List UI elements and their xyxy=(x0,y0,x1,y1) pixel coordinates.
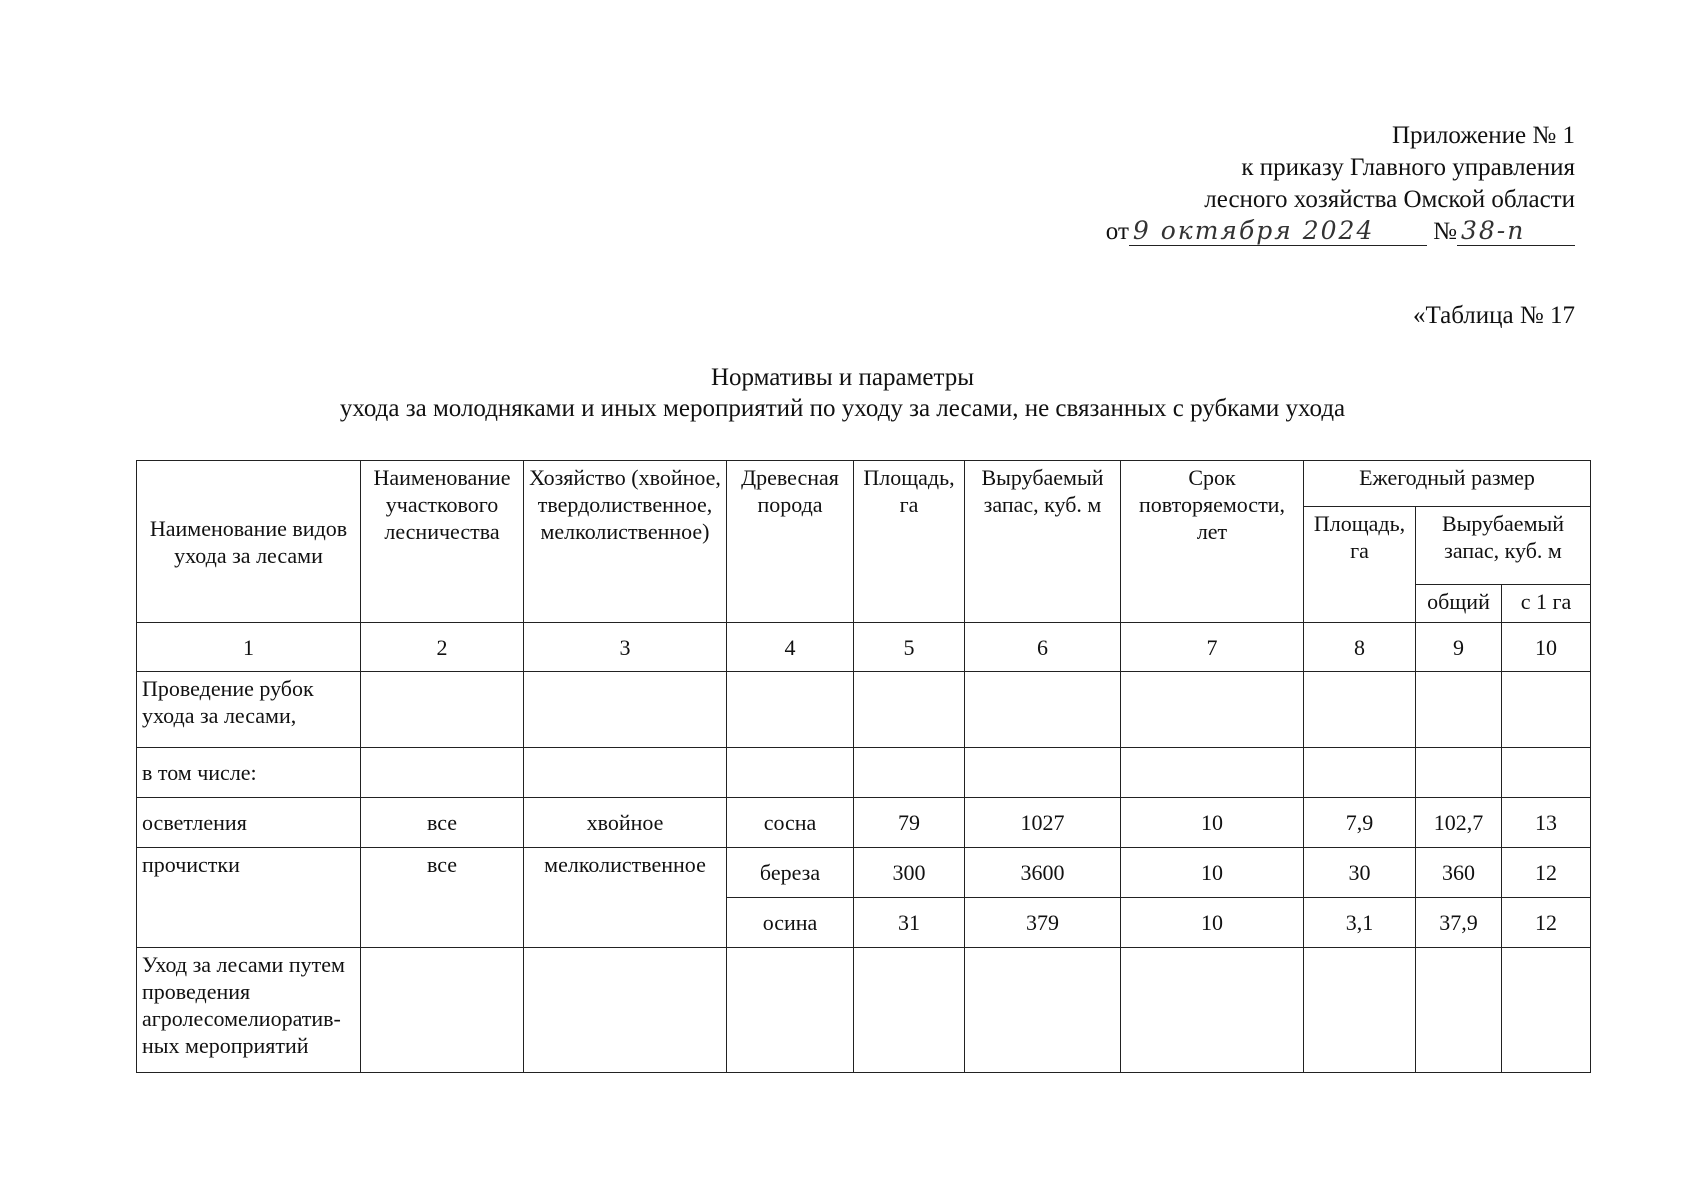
cell-annual-total: 360 xyxy=(1416,848,1502,898)
header-volume: Вырубаемый запас, куб. м xyxy=(965,461,1121,623)
cell-annual-area: 7,9 xyxy=(1304,798,1416,848)
cell-species: сосна xyxy=(727,798,854,848)
column-number: 1 xyxy=(137,623,361,672)
header-area: Площадь, га xyxy=(854,461,965,623)
row-name: осветления xyxy=(137,798,361,848)
header-species: Древесная порода xyxy=(727,461,854,623)
cell-farm: хвойное xyxy=(524,798,727,848)
table-label: «Таблица № 17 xyxy=(1412,302,1575,329)
cell-period: 10 xyxy=(1121,898,1304,948)
cell-forestry: все xyxy=(361,798,524,848)
title-line-2: ухода за молодняками и иных мероприятий по уходу за лесами, не связанных с рубками ухода xyxy=(339,395,1346,422)
table-row xyxy=(137,798,1591,848)
column-number: 7 xyxy=(1121,623,1304,672)
date-prefix: от xyxy=(1105,218,1129,245)
attachment-date-line xyxy=(1106,216,1575,248)
column-number: 4 xyxy=(727,623,854,672)
cell-annual-per-ha: 13 xyxy=(1502,798,1591,848)
cell-area: 300 xyxy=(854,848,965,898)
header-volume-per-ha: с 1 га xyxy=(1502,585,1591,623)
header-farm: Хозяйство (хвойное, твердолиственное, мелколиственное) xyxy=(524,461,727,623)
row-name: в том числе: xyxy=(137,748,361,798)
row-name: Проведение рубок ухода за лесами, xyxy=(137,672,361,748)
cell-species: осина xyxy=(727,898,854,948)
column-number: 3 xyxy=(524,623,727,672)
cell-volume: 3600 xyxy=(965,848,1121,898)
cell-volume: 379 xyxy=(965,898,1121,948)
column-number: 10 xyxy=(1502,623,1591,672)
cell-annual-area: 30 xyxy=(1304,848,1416,898)
title-line-1: Нормативы и параметры xyxy=(710,364,975,391)
header-annual-volume: Вырубаемый запас, куб. м xyxy=(1416,507,1591,585)
column-numbers-row xyxy=(137,623,1591,672)
norms-table xyxy=(136,460,1591,1073)
attachment-block xyxy=(1106,120,1575,248)
header-annual: Ежегодный размер xyxy=(1304,461,1591,507)
handwritten-number: 38-п xyxy=(1461,216,1526,245)
attachment-authority-line: лесного хозяйства Омской области xyxy=(1204,186,1575,213)
cell-volume: 1027 xyxy=(965,798,1121,848)
cell-farm: мелколиственное xyxy=(524,848,727,948)
table-row xyxy=(137,748,1591,798)
attachment-order-line: к приказу Главного управления xyxy=(1241,154,1575,181)
column-number: 5 xyxy=(854,623,965,672)
header-forestry: Наименование участкового лесничества xyxy=(361,461,524,623)
cell-area: 31 xyxy=(854,898,965,948)
column-number: 6 xyxy=(965,623,1121,672)
attachment-title: Приложение № 1 xyxy=(1391,122,1575,149)
row-name: Уход за лесами путем проведения агролесомелиоратив-ных мероприятий xyxy=(137,948,361,1073)
cell-period: 10 xyxy=(1121,848,1304,898)
document-title xyxy=(0,362,1685,424)
table-row xyxy=(137,848,1591,898)
cell-annual-total: 37,9 xyxy=(1416,898,1502,948)
cell-forestry: все xyxy=(361,848,524,948)
cell-annual-total: 102,7 xyxy=(1416,798,1502,848)
row-name: прочистки xyxy=(137,848,361,948)
header-period: Срок повторяемости, лет xyxy=(1121,461,1304,623)
table-row xyxy=(137,672,1591,748)
header-kind: Наименование видов ухода за лесами xyxy=(137,461,361,623)
cell-species: береза xyxy=(727,848,854,898)
header-annual-area: Площадь, га xyxy=(1304,507,1416,623)
cell-annual-per-ha: 12 xyxy=(1502,898,1591,948)
number-prefix: № xyxy=(1433,218,1457,245)
handwritten-date: 9 октября 2024 xyxy=(1132,216,1375,245)
cell-period: 10 xyxy=(1121,798,1304,848)
cell-annual-area: 3,1 xyxy=(1304,898,1416,948)
cell-annual-per-ha: 12 xyxy=(1502,848,1591,898)
column-number: 8 xyxy=(1304,623,1416,672)
header-volume-total: общий xyxy=(1416,585,1502,623)
column-number: 2 xyxy=(361,623,524,672)
cell-area: 79 xyxy=(854,798,965,848)
table-row xyxy=(137,948,1591,1073)
column-number: 9 xyxy=(1416,623,1502,672)
